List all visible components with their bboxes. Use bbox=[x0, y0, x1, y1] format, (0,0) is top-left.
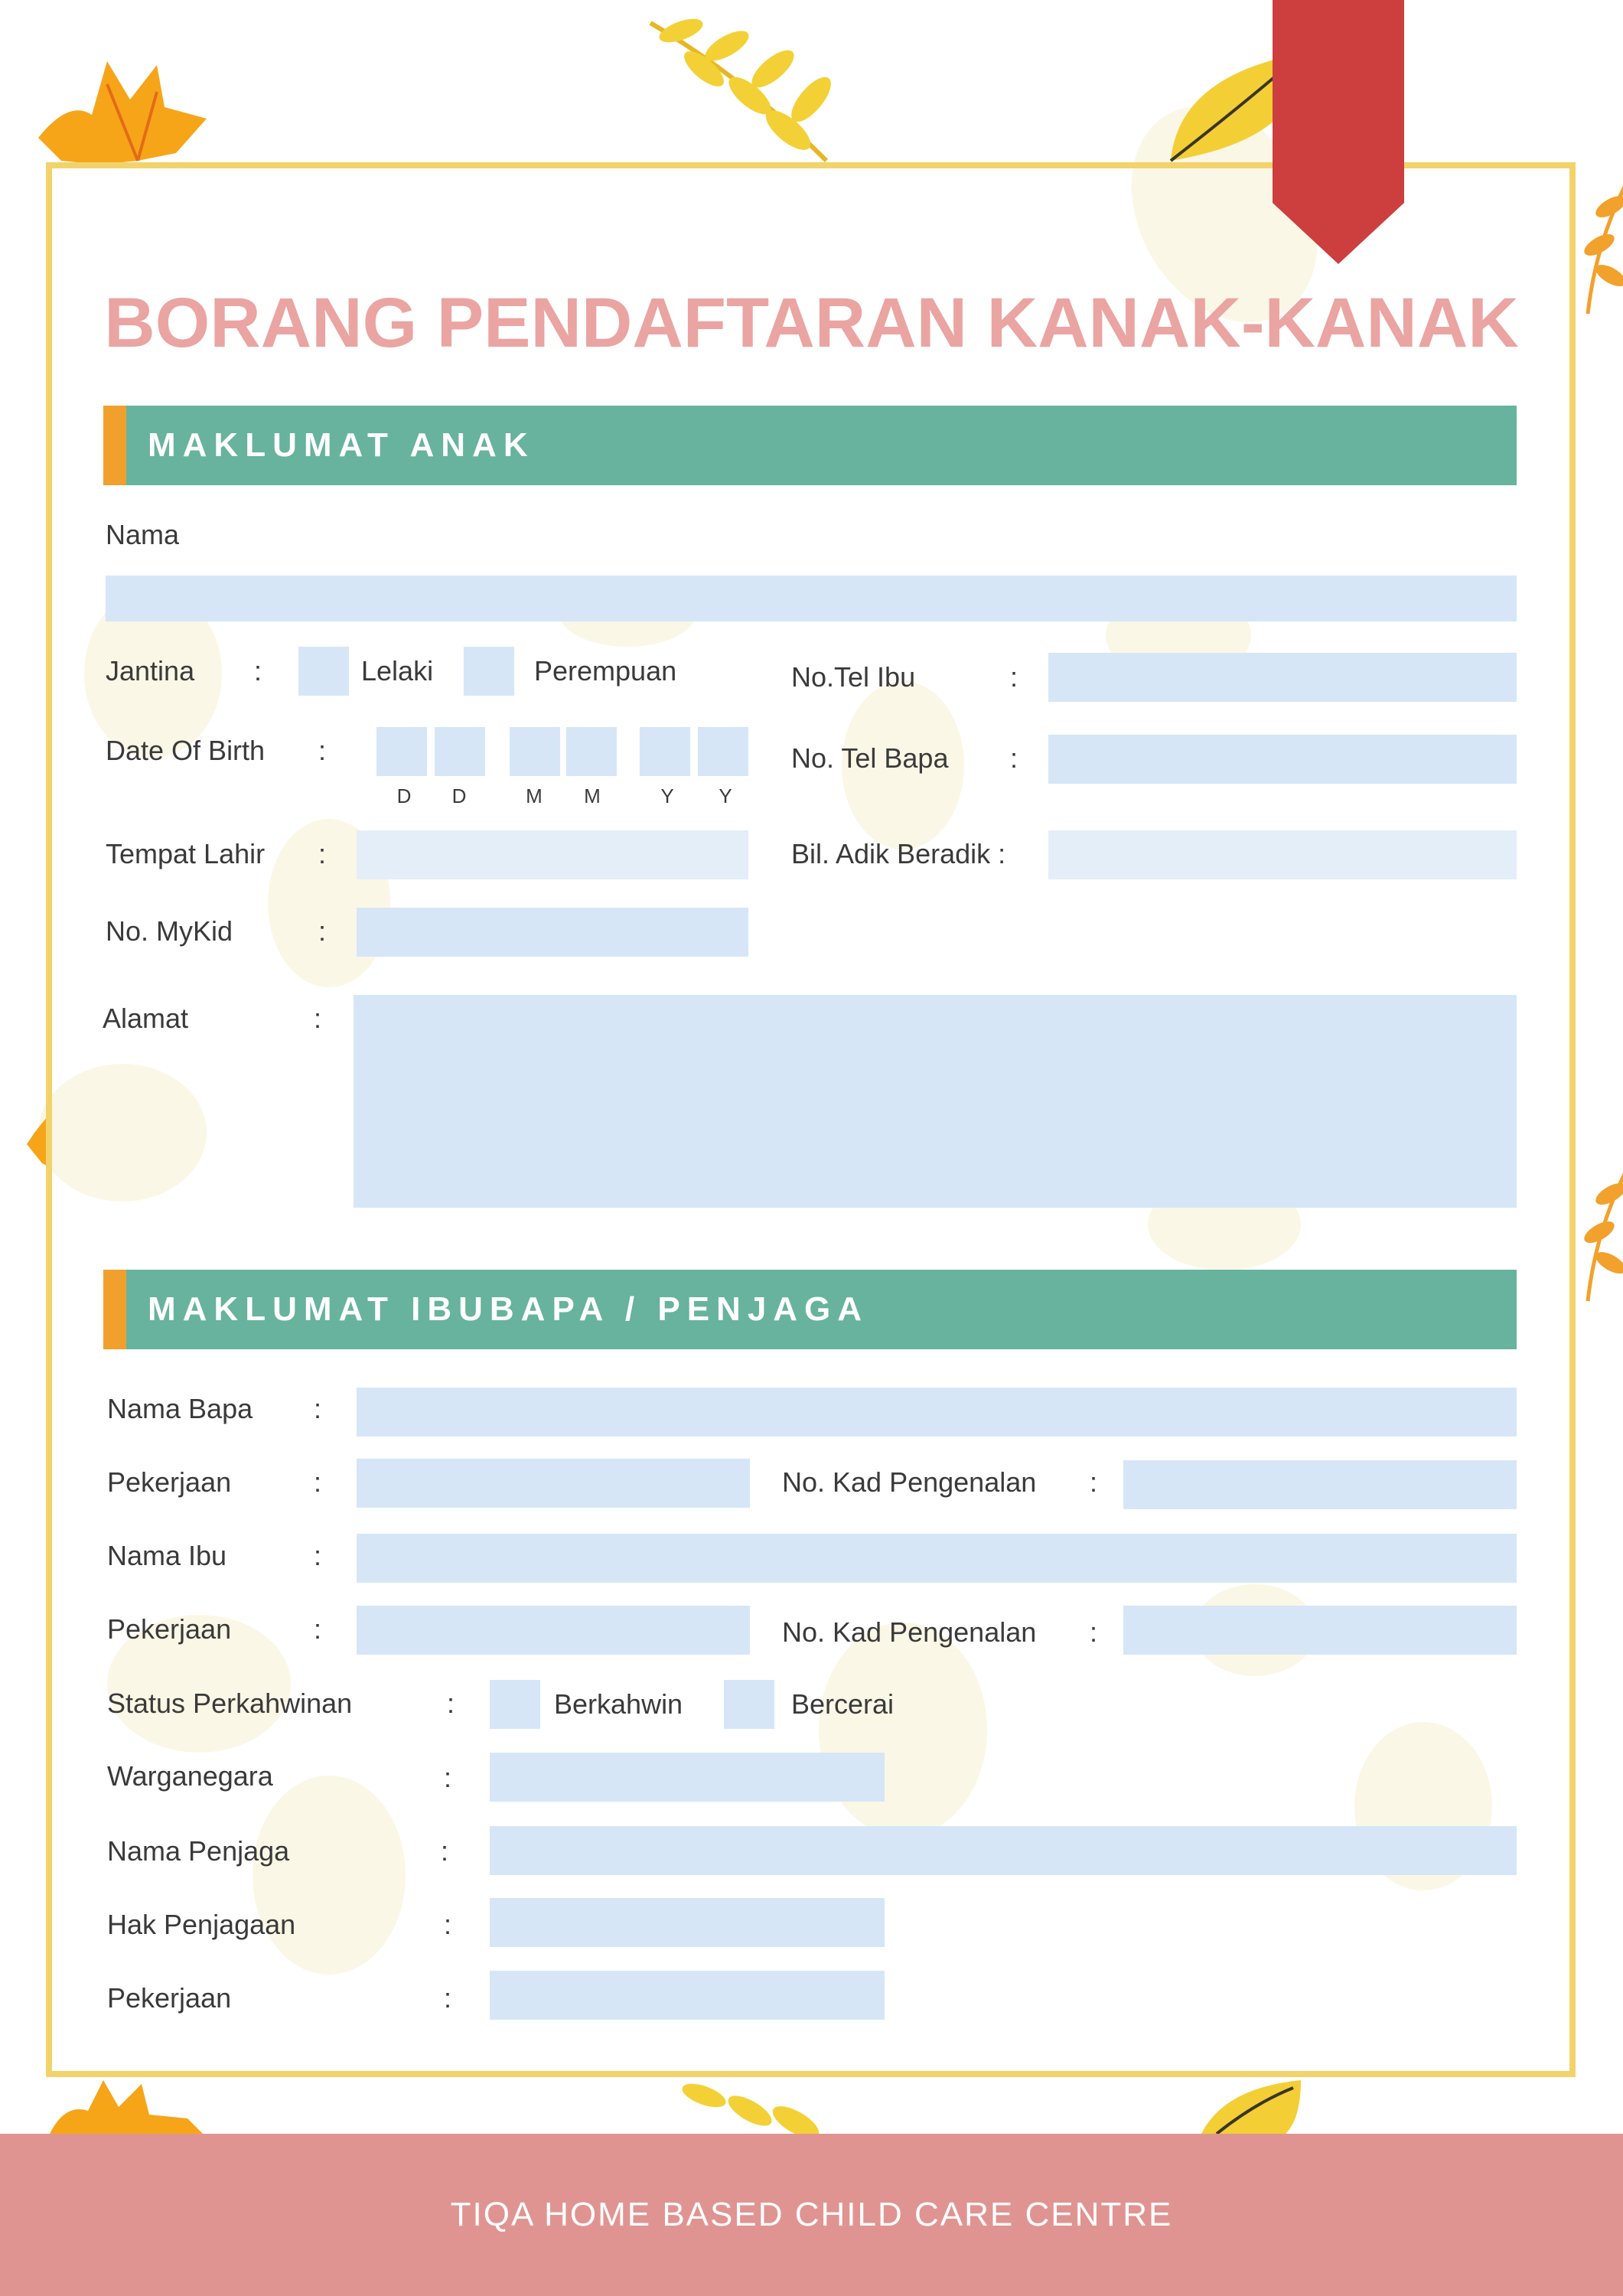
colon: : bbox=[318, 838, 327, 869]
yellow-fern-leaf-icon bbox=[635, 8, 857, 176]
colon: : bbox=[314, 1393, 322, 1424]
section-accent bbox=[103, 406, 126, 485]
hak-penjagaan-label: Hak Penjagaan bbox=[107, 1909, 296, 1940]
dob-day-2-box[interactable] bbox=[435, 727, 485, 776]
nama-bapa-input[interactable] bbox=[357, 1388, 1517, 1437]
nama-ibu-label: Nama Ibu bbox=[107, 1540, 227, 1571]
kad-pengenalan-bapa-label: No. Kad Pengenalan bbox=[782, 1466, 1037, 1498]
colon: : bbox=[444, 1909, 452, 1940]
nama-penjaga-label: Nama Penjaga bbox=[107, 1835, 290, 1867]
dob-hint-y: Y bbox=[719, 784, 732, 807]
colon: : bbox=[318, 735, 327, 766]
form-title: BORANG PENDAFTARAN KANAK-KANAK bbox=[104, 284, 1519, 362]
warganegara-label: Warganegara bbox=[107, 1760, 273, 1792]
colon: : bbox=[441, 1835, 449, 1867]
colon: : bbox=[447, 1688, 455, 1719]
colon: : bbox=[314, 1466, 322, 1498]
pekerjaan-bapa-label: Pekerjaan bbox=[107, 1466, 232, 1498]
lelaki-label: Lelaki bbox=[361, 655, 434, 687]
tel-bapa-label: No. Tel Bapa bbox=[791, 742, 949, 774]
warganegara-input[interactable] bbox=[490, 1753, 885, 1802]
footer-text: TIQA HOME BASED CHILD CARE CENTRE bbox=[450, 2196, 1173, 2233]
nama-input[interactable] bbox=[106, 576, 1517, 621]
colon: : bbox=[314, 1003, 322, 1034]
kad-pengenalan-ibu-input[interactable] bbox=[1123, 1606, 1517, 1655]
dob-hint-y: Y bbox=[660, 784, 674, 807]
kad-pengenalan-ibu-label: No. Kad Pengenalan bbox=[782, 1616, 1037, 1648]
orange-branch-icon bbox=[1580, 1156, 1623, 1309]
tel-ibu-input[interactable] bbox=[1048, 653, 1517, 702]
section-heading: MAKLUMAT IBUBAPA / PENJAGA bbox=[148, 1290, 869, 1328]
nama-bapa-label: Nama Bapa bbox=[107, 1393, 253, 1424]
lelaki-checkbox[interactable] bbox=[298, 647, 349, 696]
kad-pengenalan-bapa-input[interactable] bbox=[1123, 1460, 1517, 1509]
footer-banner bbox=[0, 2134, 1623, 2296]
orange-maple-leaf-icon bbox=[34, 2080, 210, 2134]
red-bookmark-ribbon-icon bbox=[1273, 0, 1404, 264]
colon: : bbox=[444, 1982, 452, 2014]
yellow-leaf-icon bbox=[1194, 2080, 1309, 2134]
pekerjaan-ibu-label: Pekerjaan bbox=[107, 1613, 232, 1645]
bil-adik-beradik-input[interactable] bbox=[1048, 830, 1517, 879]
nama-penjaga-input[interactable] bbox=[490, 1826, 1517, 1875]
alamat-textarea[interactable] bbox=[354, 995, 1517, 1208]
berkahwin-label: Berkahwin bbox=[554, 1688, 683, 1720]
perempuan-label: Perempuan bbox=[534, 655, 677, 687]
colon: : bbox=[444, 1762, 452, 1793]
colon: : bbox=[1090, 1466, 1098, 1498]
pekerjaan-penjaga-input[interactable] bbox=[490, 1971, 885, 2020]
dob-label: Date Of Birth bbox=[106, 735, 266, 766]
orange-maple-leaf-icon bbox=[23, 46, 222, 176]
bil-adik-beradik-label: Bil. Adik Beradik : bbox=[791, 838, 1006, 869]
mykid-input[interactable] bbox=[357, 908, 748, 957]
yellow-fern-leaf-icon bbox=[673, 2080, 849, 2134]
colon: : bbox=[318, 915, 327, 947]
dob-hint-d: D bbox=[396, 784, 412, 807]
section-header-maklumat-anak bbox=[103, 406, 1517, 485]
berkahwin-checkbox[interactable] bbox=[490, 1680, 540, 1729]
colon: : bbox=[314, 1613, 322, 1645]
hak-penjagaan-input[interactable] bbox=[490, 1898, 885, 1947]
dob-year-2-box[interactable] bbox=[698, 727, 748, 776]
alamat-label: Alamat bbox=[103, 1003, 189, 1034]
dob-hint-m: M bbox=[526, 784, 543, 807]
colon: : bbox=[314, 1540, 322, 1571]
colon: : bbox=[1010, 742, 1018, 774]
colon: : bbox=[254, 655, 262, 687]
bercerai-checkbox[interactable] bbox=[724, 1680, 774, 1729]
section-header-maklumat-ibubapa bbox=[103, 1270, 1517, 1349]
tempat-lahir-label: Tempat Lahir bbox=[106, 838, 266, 869]
nama-ibu-input[interactable] bbox=[357, 1534, 1517, 1583]
dob-hint-d: D bbox=[451, 784, 467, 807]
colon: : bbox=[1010, 661, 1018, 693]
mykid-label: No. MyKid bbox=[106, 915, 233, 947]
dob-day-1-box[interactable] bbox=[376, 727, 427, 776]
tempat-lahir-input[interactable] bbox=[357, 830, 748, 879]
dob-hint-m: M bbox=[584, 784, 601, 807]
section-heading: MAKLUMAT ANAK bbox=[148, 426, 535, 464]
colon: : bbox=[1090, 1616, 1098, 1648]
dob-month-2-box[interactable] bbox=[566, 727, 617, 776]
jantina-label: Jantina bbox=[106, 655, 195, 687]
section-accent bbox=[103, 1270, 126, 1349]
dob-year-1-box[interactable] bbox=[640, 727, 690, 776]
tel-bapa-input[interactable] bbox=[1048, 735, 1517, 784]
dob-month-1-box[interactable] bbox=[510, 727, 560, 776]
pekerjaan-ibu-input[interactable] bbox=[357, 1606, 750, 1655]
nama-label: Nama bbox=[106, 519, 180, 550]
pekerjaan-bapa-input[interactable] bbox=[357, 1459, 750, 1508]
perempuan-checkbox[interactable] bbox=[464, 647, 514, 696]
status-perkahwinan-label: Status Perkahwinan bbox=[107, 1688, 353, 1719]
bercerai-label: Bercerai bbox=[791, 1688, 895, 1720]
pekerjaan-penjaga-label: Pekerjaan bbox=[107, 1982, 232, 2014]
tel-ibu-label: No.Tel Ibu bbox=[791, 661, 916, 693]
